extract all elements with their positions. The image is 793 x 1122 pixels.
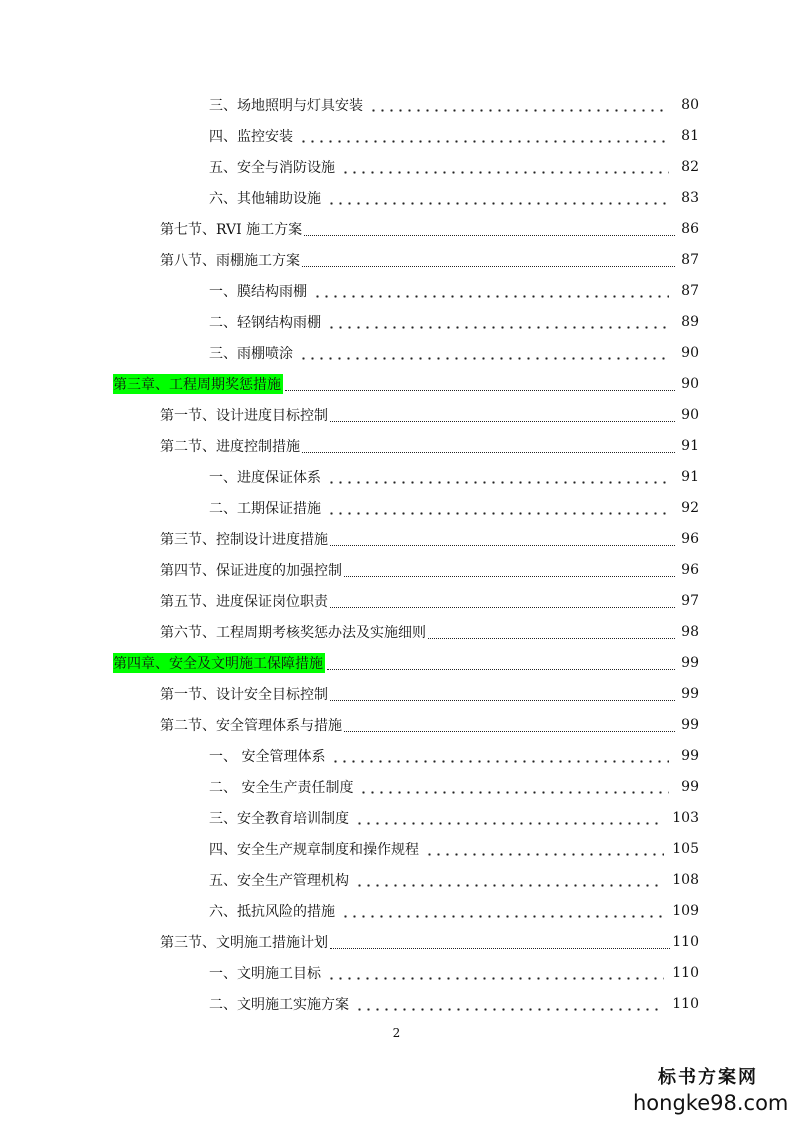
toc-dot-leader [341, 915, 664, 918]
page-number: 2 [392, 1026, 401, 1040]
watermark-site-name: 标书方案网 [658, 1067, 758, 1088]
toc-entry-title: 二、文明施工实施方案 [209, 997, 349, 1013]
toc-entry-page: 110 [672, 934, 699, 950]
toc-entry-title: 二、 安全生产责任制度 [209, 780, 354, 796]
toc-subsection-entry[interactable] [209, 279, 699, 303]
toc-entry-page: 80 [681, 97, 699, 113]
toc-entry-page: 99 [681, 717, 699, 733]
toc-subsection-entry[interactable] [209, 310, 699, 334]
toc-entry-page: 87 [681, 283, 699, 299]
toc-section-entry[interactable] [160, 682, 699, 706]
toc-entry-title: 第三节、文明施工措施计划 [160, 935, 328, 951]
toc-dot-leader [313, 295, 669, 298]
toc-dot-leader [327, 977, 664, 980]
toc-subsection-entry[interactable] [209, 465, 699, 489]
toc-entry-title: 第三章、工程周期奖惩措施 [113, 374, 283, 394]
toc-entry-page: 87 [681, 252, 699, 268]
toc-dot-leader [302, 438, 675, 453]
toc-entry-page: 110 [672, 965, 699, 981]
toc-entry-title: 第二节、安全管理体系与措施 [160, 718, 342, 734]
toc-chapter-entry[interactable] [113, 651, 699, 675]
toc-section-entry[interactable] [160, 403, 699, 427]
toc-section-entry[interactable] [160, 713, 699, 737]
toc-dot-leader [330, 934, 670, 949]
toc-entry-page: 81 [681, 128, 699, 144]
toc-section-entry[interactable] [160, 589, 699, 613]
watermark-url: hongke98.com [633, 1091, 789, 1115]
toc-entry-page: 97 [681, 593, 699, 609]
toc-dot-leader [299, 140, 669, 143]
toc-dot-leader [330, 531, 675, 546]
toc-entry-title: 五、安全生产管理机构 [209, 873, 349, 889]
toc-entry-title: 第一节、设计进度目标控制 [160, 408, 328, 424]
toc-dot-leader [327, 202, 669, 205]
toc-dot-leader [355, 822, 664, 825]
toc-entry-title: 一、膜结构雨棚 [209, 284, 307, 300]
toc-entry-page: 82 [681, 159, 699, 175]
toc-subsection-entry[interactable] [209, 744, 699, 768]
toc-entry-page: 86 [681, 221, 699, 237]
toc-entry-page: 89 [681, 314, 699, 330]
toc-entry-page: 110 [672, 996, 699, 1012]
toc-dot-leader [331, 760, 669, 763]
toc-entry-title: 一、 安全管理体系 [209, 749, 326, 765]
toc-entry-page: 109 [672, 903, 699, 919]
toc-subsection-entry[interactable] [209, 341, 699, 365]
toc-subsection-entry[interactable] [209, 992, 699, 1016]
toc-entry-title: 六、抵抗风险的措施 [209, 904, 335, 920]
toc-entry-title: 六、其他辅助设施 [209, 191, 321, 207]
toc-dot-leader [285, 376, 675, 391]
toc-entry-title: 三、场地照明与灯具安装 [209, 98, 363, 114]
toc-subsection-entry[interactable] [209, 837, 699, 861]
toc-entry-page: 90 [681, 376, 699, 392]
toc-dot-leader [302, 252, 675, 267]
toc-entry-title: 第八节、雨棚施工方案 [160, 253, 300, 269]
toc-subsection-entry[interactable] [209, 124, 699, 148]
toc-dot-leader [369, 109, 669, 112]
toc-entry-title: 第二节、进度控制措施 [160, 439, 300, 455]
toc-section-entry[interactable] [160, 527, 699, 551]
toc-subsection-entry[interactable] [209, 961, 699, 985]
toc-section-entry[interactable] [160, 217, 699, 241]
toc-section-entry[interactable] [160, 558, 699, 582]
toc-section-entry[interactable] [160, 248, 699, 272]
toc-subsection-entry[interactable] [209, 155, 699, 179]
toc-entry-title: 第四节、保证进度的加强控制 [160, 563, 342, 579]
toc-entry-page: 90 [681, 407, 699, 423]
toc-dot-leader [327, 326, 669, 329]
toc-dot-leader [428, 624, 675, 639]
toc-dot-leader [304, 221, 675, 236]
toc-entry-title: 第五节、进度保证岗位职责 [160, 594, 328, 610]
toc-subsection-entry[interactable] [209, 93, 699, 117]
toc-chapter-entry[interactable] [113, 372, 699, 396]
toc-entry-page: 105 [672, 841, 699, 857]
toc-dot-leader [327, 512, 669, 515]
toc-section-entry[interactable] [160, 434, 699, 458]
toc-dot-leader [355, 884, 664, 887]
toc-dot-leader [355, 1008, 664, 1011]
toc-dot-leader [341, 171, 669, 174]
toc-entry-title: 四、监控安装 [209, 129, 293, 145]
toc-subsection-entry[interactable] [209, 186, 699, 210]
toc-subsection-entry[interactable] [209, 775, 699, 799]
toc-subsection-entry[interactable] [209, 806, 699, 830]
toc-dot-leader [299, 357, 669, 360]
toc-dot-leader [327, 655, 675, 670]
toc-subsection-entry[interactable] [209, 868, 699, 892]
toc-entry-title: 一、进度保证体系 [209, 470, 321, 486]
toc-entry-title: 三、安全教育培训制度 [209, 811, 349, 827]
toc-entry-page: 90 [681, 345, 699, 361]
toc-dot-leader [330, 593, 675, 608]
toc-entry-page: 92 [681, 500, 699, 516]
toc-entry-page: 99 [681, 686, 699, 702]
toc-entry-page: 99 [681, 779, 699, 795]
toc-entry-title: 第四章、安全及文明施工保障措施 [113, 653, 325, 673]
toc-entry-title: 二、工期保证措施 [209, 501, 321, 517]
watermark-logo [633, 1066, 789, 1116]
toc-dot-leader [330, 686, 675, 701]
toc-dot-leader [330, 407, 675, 422]
toc-entry-title: 四、安全生产规章制度和操作规程 [209, 842, 419, 858]
toc-dot-leader [344, 562, 675, 577]
toc-entry-page: 91 [681, 469, 699, 485]
toc-entry-title: 第三节、控制设计进度措施 [160, 532, 328, 548]
toc-entry-title: 第一节、设计安全目标控制 [160, 687, 328, 703]
toc-subsection-entry[interactable] [209, 899, 699, 923]
toc-entry-page: 96 [681, 562, 699, 578]
toc-section-entry[interactable] [160, 930, 699, 954]
toc-section-entry[interactable] [160, 620, 699, 644]
toc-entry-page: 103 [672, 810, 699, 826]
toc-entry-title: 五、安全与消防设施 [209, 160, 335, 176]
toc-dot-leader [327, 481, 669, 484]
toc-entry-page: 108 [672, 872, 699, 888]
toc-entry-page: 96 [681, 531, 699, 547]
toc-subsection-entry[interactable] [209, 496, 699, 520]
toc-entry-title: 三、雨棚喷涂 [209, 346, 293, 362]
toc-entry-page: 99 [681, 748, 699, 764]
toc-dot-leader [359, 791, 669, 794]
toc-dot-leader [344, 717, 675, 732]
toc-entry-page: 91 [681, 438, 699, 454]
toc-entry-page: 99 [681, 655, 699, 671]
toc-entry-title: 二、轻钢结构雨棚 [209, 315, 321, 331]
toc-entry-page: 98 [681, 624, 699, 640]
toc-entry-title: 一、文明施工目标 [209, 966, 321, 982]
toc-entry-title: 第六节、工程周期考核奖惩办法及实施细则 [160, 625, 426, 641]
toc-entry-page: 83 [681, 190, 699, 206]
toc-dot-leader [425, 853, 664, 856]
toc-entry-title: 第七节、RVI 施工方案 [160, 222, 303, 238]
